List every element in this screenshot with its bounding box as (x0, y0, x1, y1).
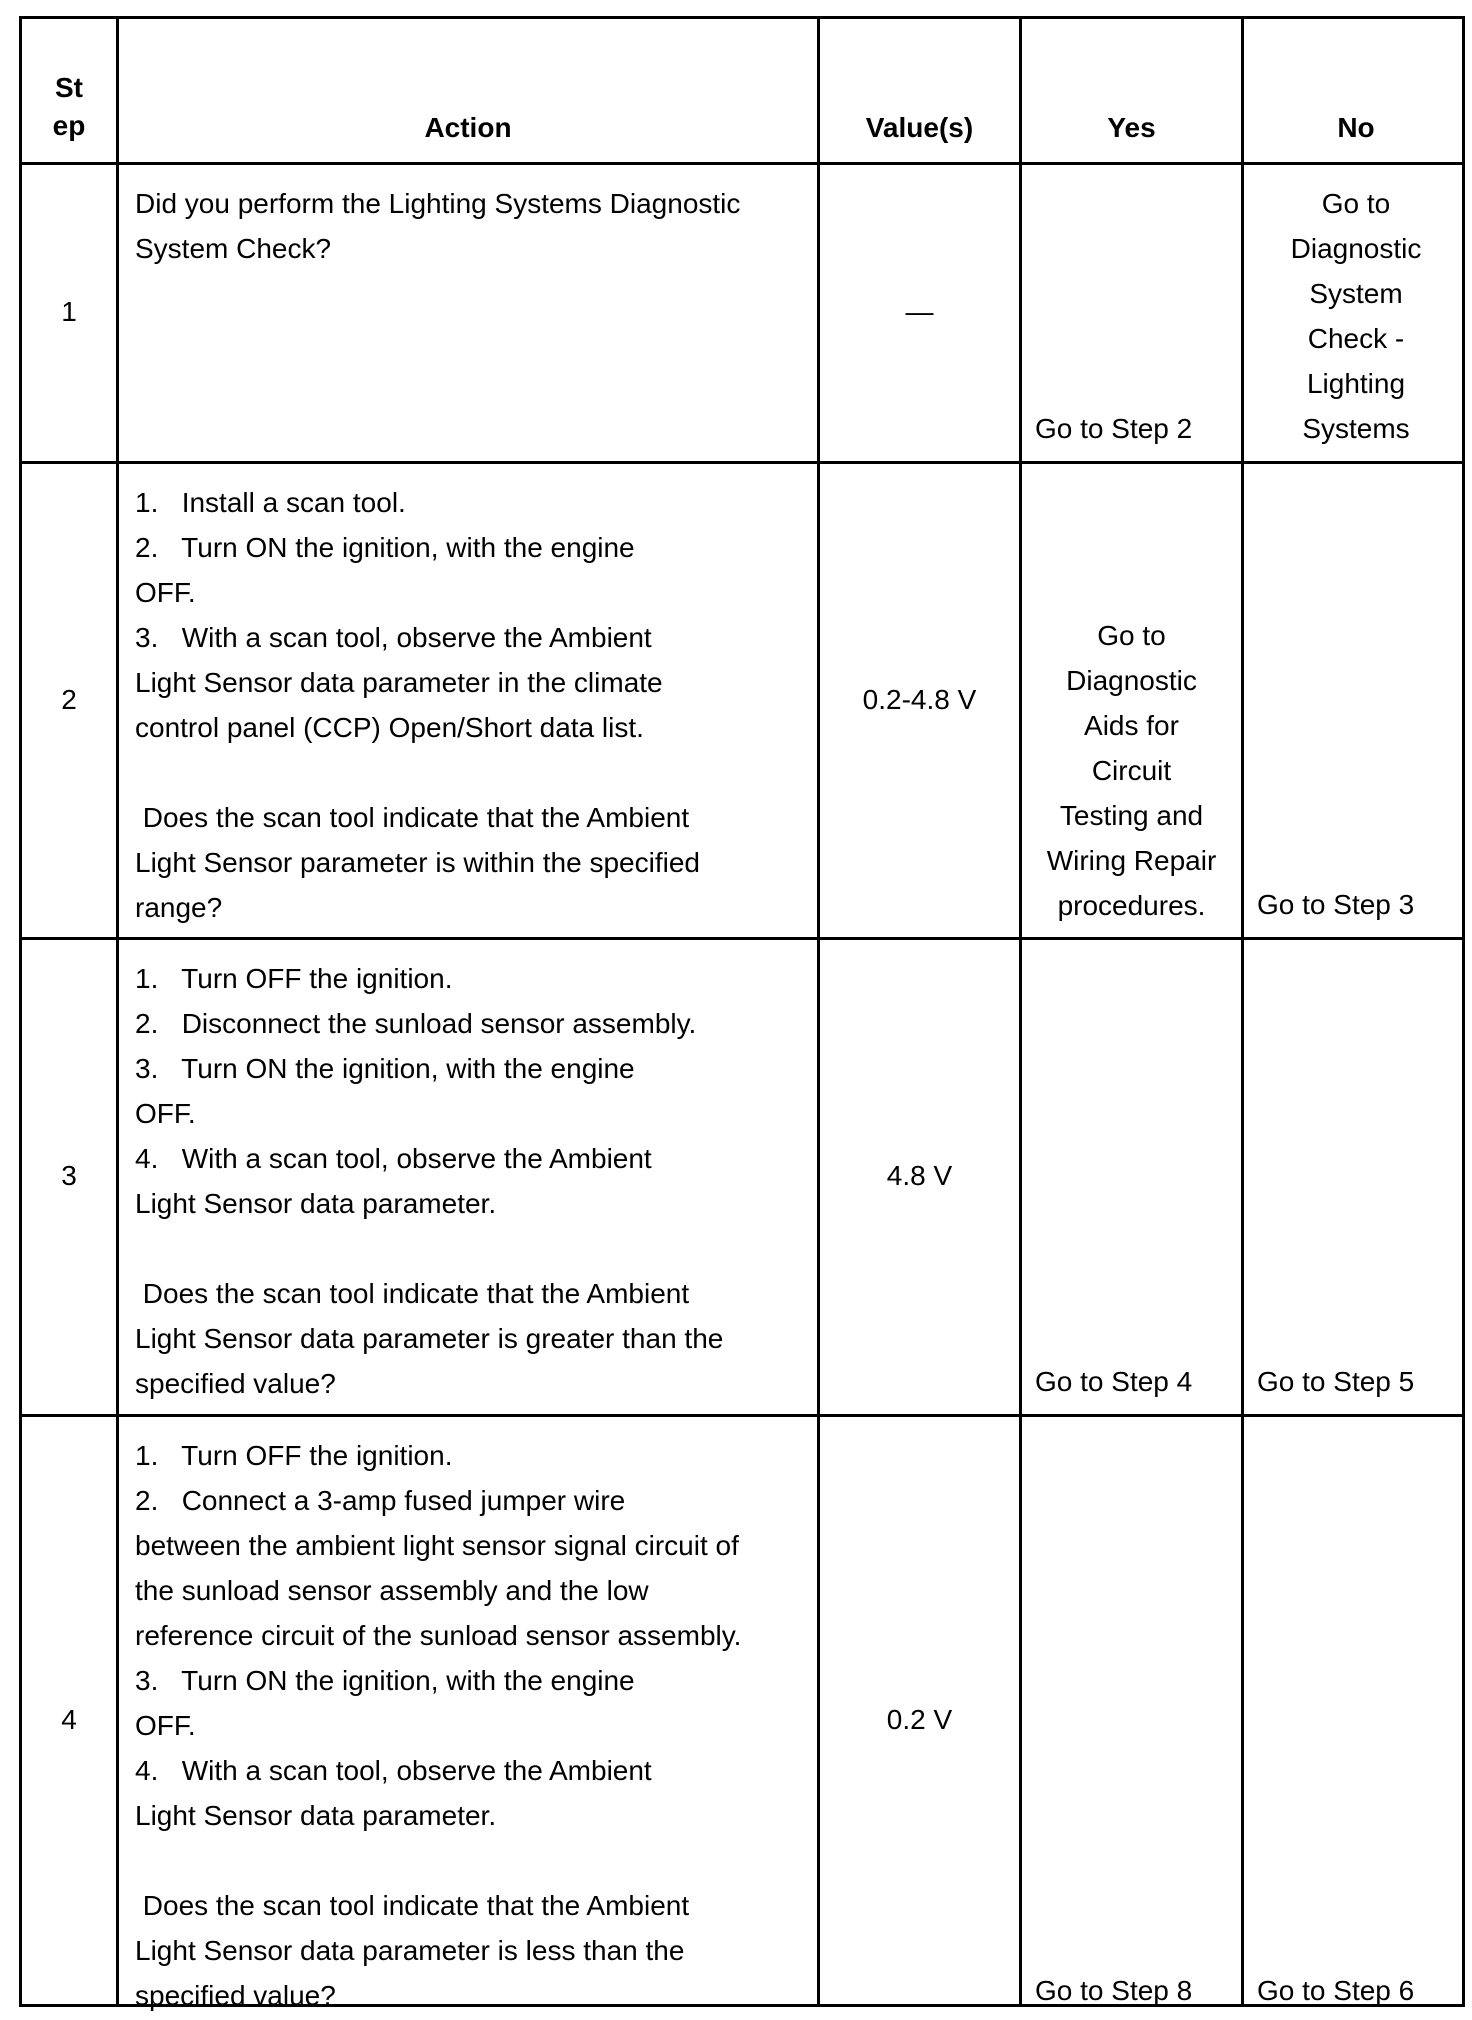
row-3-step: 3 (61, 1160, 77, 1191)
row-2-no: Go to Step 3 (1257, 889, 1415, 920)
row-2-value: 0.2-4.8 V (862, 684, 977, 715)
row-divider (22, 162, 1462, 165)
row-1-action: Did you perform the Lighting Systems Diagnostic System Check? (135, 188, 741, 264)
row-4-step: 4 (61, 1704, 77, 1735)
row-2-action: 1. Install a scan tool. 2. Turn ON the ignition, with the engine OFF. 3. With a scan tool, observe the Ambient Light Sensor data parameter in the climate control panel (CCP) Open/Short data list. Does the scan tool indicate that the Ambient Light Sensor parameter is within the specified range? (135, 487, 700, 923)
row-3-value: 4.8 V (886, 1160, 953, 1191)
header-no: No (1337, 112, 1375, 143)
row-4-no: Go to Step 6 (1257, 1975, 1415, 2006)
row-1-value: — (905, 296, 934, 327)
row-3-no: Go to Step 5 (1257, 1366, 1415, 1397)
diagnostic-table (19, 16, 1465, 2011)
row-2-step: 2 (61, 684, 77, 715)
row-4-action: 1. Turn OFF the ignition. 2. Connect a 3-amp fused jumper wire between the ambient light sensor signal circuit of the sunload sensor assembly and the low reference circuit of the sunload sensor assembly. 3. Turn ON the ignition, with the engine OFF. 4. With a scan tool, observe the Ambient Light Sensor data parameter. Does the scan tool indicate that the Ambient Light Sensor data parameter is less than the specified value? (135, 1440, 742, 2011)
row-3-yes: Go to Step 4 (1035, 1366, 1193, 1397)
header-yes: Yes (1107, 112, 1156, 143)
row-4-value: 0.2 V (886, 1704, 953, 1735)
row-divider (22, 937, 1462, 940)
row-1-no: Go to Diagnostic System Check - Lighting Systems (1290, 188, 1422, 444)
row-divider (22, 461, 1462, 464)
row-2-yes: Go to Diagnostic Aids for Circuit Testing and Wiring Repair procedures. (1046, 620, 1217, 921)
header-action: Action (424, 112, 512, 143)
row-4-yes: Go to Step 8 (1035, 1975, 1193, 2006)
row-3-action: 1. Turn OFF the ignition. 2. Disconnect the sunload sensor assembly. 3. Turn ON the ignition, with the engine OFF. 4. With a scan tool, observe the Ambient Light Sensor data parameter. Does the scan tool indicate that the Ambient Light Sensor data parameter is greater than the specified value? (135, 963, 724, 1399)
header-values: Value(s) (865, 112, 974, 143)
row-1-yes: Go to Step 2 (1035, 413, 1193, 444)
row-divider (22, 1414, 1462, 1417)
row-1-step: 1 (61, 296, 77, 327)
header-step: St ep (52, 72, 86, 141)
column-divider (1019, 19, 1022, 2004)
column-divider (116, 19, 119, 2004)
